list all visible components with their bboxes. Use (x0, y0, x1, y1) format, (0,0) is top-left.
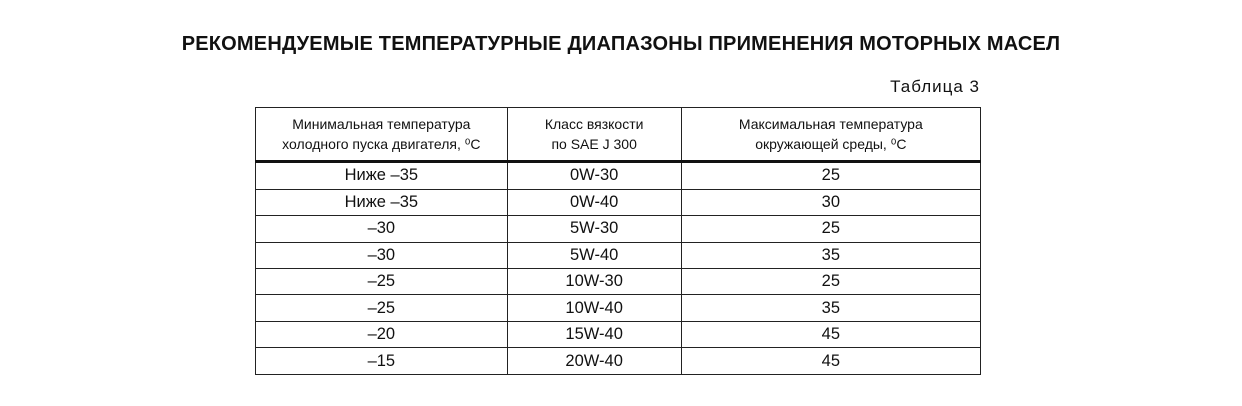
table-row (256, 269, 981, 295)
cell-viscosity-class: 15W-40 (507, 321, 681, 347)
cell-min-temperature: Ниже –35 (256, 189, 508, 215)
table-row (256, 321, 981, 347)
table-row (256, 162, 981, 190)
cell-max-temperature: 25 (681, 216, 980, 242)
cell-min-temperature: –20 (256, 321, 508, 347)
cell-viscosity-class: 0W-40 (507, 189, 681, 215)
cell-max-temperature: 45 (681, 321, 980, 347)
cell-viscosity-class: 20W-40 (507, 348, 681, 375)
header-max-temperature-line2: окружающей среды, ⁰С (755, 136, 907, 152)
header-viscosity-class-line2: по SAE J 300 (551, 136, 637, 152)
table-row (256, 295, 981, 321)
table-row (256, 348, 981, 375)
table-row (256, 242, 981, 268)
header-max-temperature-line1: Максимальная температура (738, 116, 923, 132)
header-viscosity-class-line1: Класс вязкости (544, 116, 644, 132)
cell-max-temperature: 35 (681, 242, 980, 268)
cell-viscosity-class: 0W-30 (507, 162, 681, 190)
cell-max-temperature: 25 (681, 269, 980, 295)
oil-temperature-table (255, 107, 981, 375)
cell-min-temperature: –30 (256, 216, 508, 242)
table-header-row (256, 108, 981, 162)
header-min-temperature (256, 108, 508, 162)
cell-viscosity-class: 5W-40 (507, 242, 681, 268)
cell-viscosity-class: 10W-40 (507, 295, 681, 321)
table-row (256, 216, 981, 242)
cell-min-temperature: –25 (256, 295, 508, 321)
cell-max-temperature: 30 (681, 189, 980, 215)
page-title: РЕКОМЕНДУЕМЫЕ ТЕМПЕРАТУРНЫЕ ДИАПАЗОНЫ ПРИМЕНЕНИЯ МОТОРНЫХ МАСЕЛ (181, 33, 1061, 55)
header-min-temperature-line2: холодного пуска двигателя, ⁰С (282, 136, 481, 152)
table-row (256, 189, 981, 215)
cell-max-temperature: 35 (681, 295, 980, 321)
cell-min-temperature: –30 (256, 242, 508, 268)
cell-max-temperature: 45 (681, 348, 980, 375)
header-max-temperature (681, 108, 980, 162)
cell-min-temperature: –25 (256, 269, 508, 295)
cell-viscosity-class: 10W-30 (507, 269, 681, 295)
cell-viscosity-class: 5W-30 (507, 216, 681, 242)
header-min-temperature-line1: Минимальная температура (292, 116, 471, 132)
cell-max-temperature: 25 (681, 162, 980, 190)
table-label: Таблица 3 (890, 77, 980, 96)
header-viscosity-class (507, 108, 681, 162)
cell-min-temperature: –15 (256, 348, 508, 375)
cell-min-temperature: Ниже –35 (256, 162, 508, 190)
